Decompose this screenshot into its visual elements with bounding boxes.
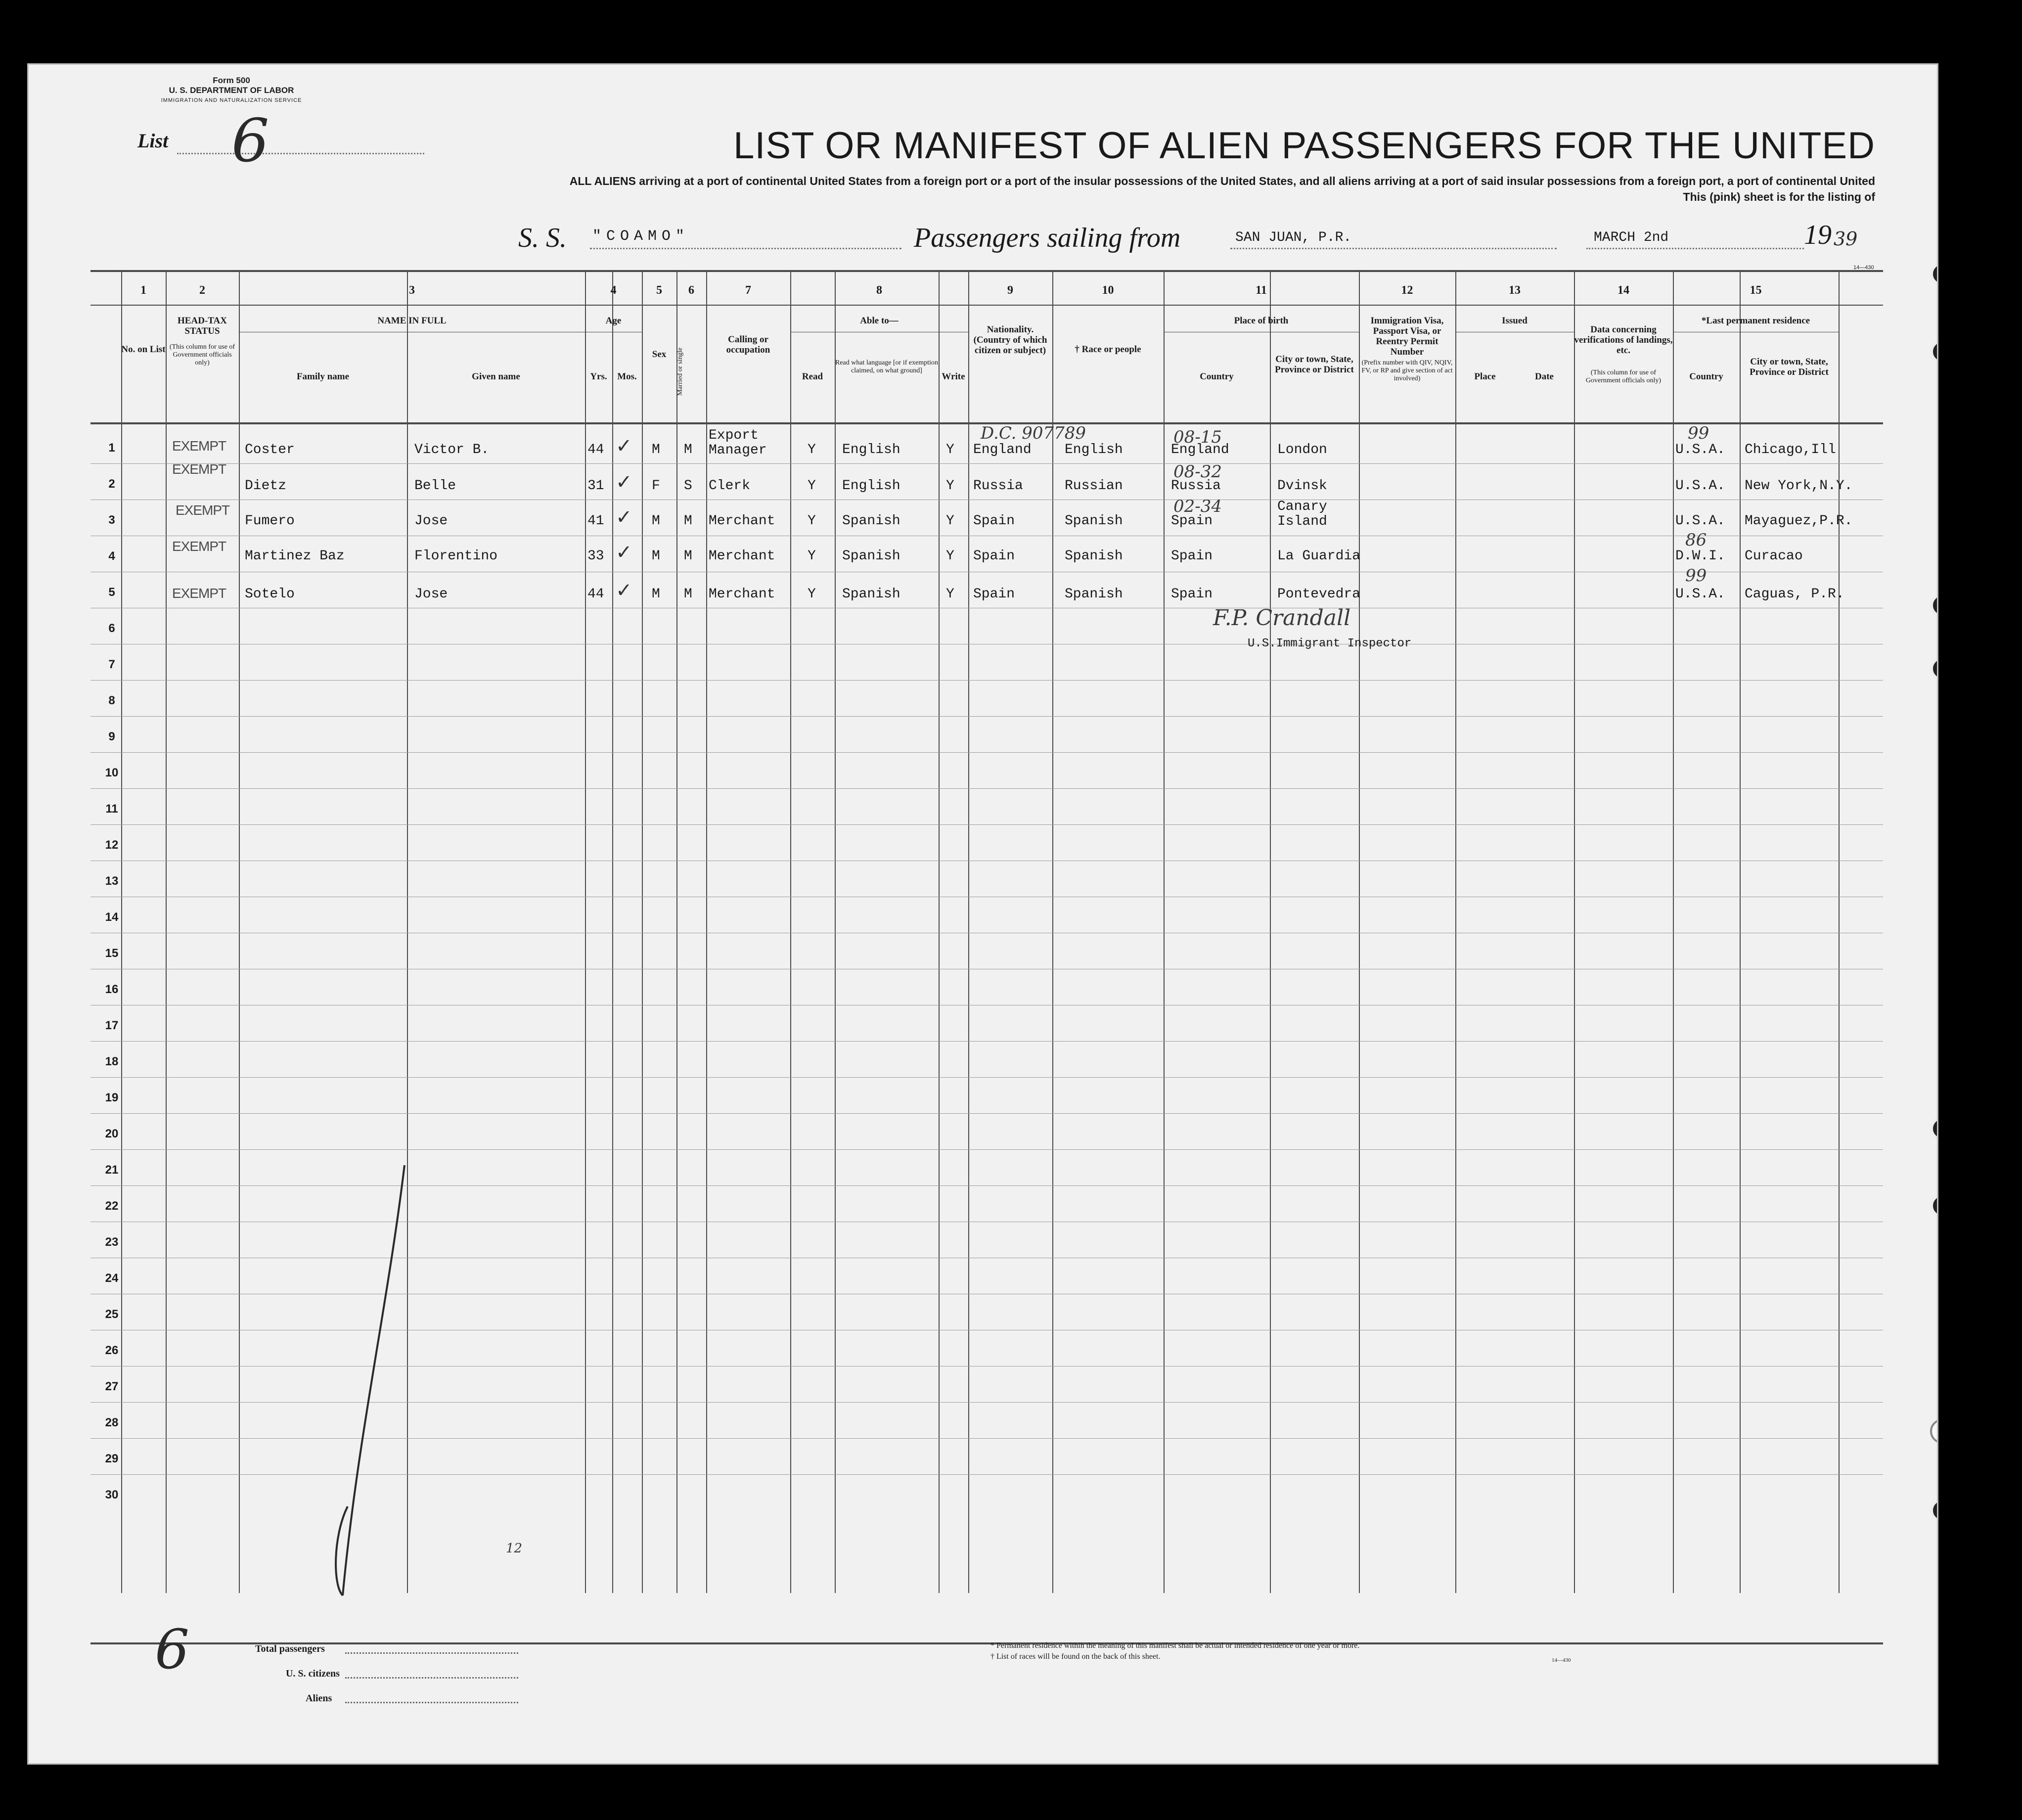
can-write: Y xyxy=(946,548,954,564)
hdr-head-tax-note: (This column for use of Government officials only) xyxy=(169,343,235,366)
row-number: 2 xyxy=(108,477,115,491)
total-passengers-label: Total passengers xyxy=(255,1643,325,1654)
birth-country: Spain xyxy=(1171,513,1213,529)
list-number: 6 xyxy=(231,107,270,176)
hdr-birth-country: Country xyxy=(1200,371,1234,382)
aliens-label: Aliens xyxy=(306,1693,332,1704)
hdr-last-residence: *Last permanent residence xyxy=(1701,316,1810,326)
colnum-6: 6 xyxy=(688,284,694,297)
residence-city: New York,N.Y. xyxy=(1745,478,1853,494)
colnum-11: 11 xyxy=(1256,284,1267,297)
list-underline xyxy=(177,153,424,154)
residence-city: Curacao xyxy=(1745,548,1803,564)
sex: M xyxy=(652,587,660,602)
marital-status: S xyxy=(684,478,692,494)
hdr-res-country: Country xyxy=(1689,371,1723,382)
can-read: Y xyxy=(808,478,816,494)
race: English xyxy=(1065,442,1123,457)
row-number: 24 xyxy=(105,1272,119,1285)
race: Spanish xyxy=(1065,513,1123,529)
handwritten-res-code-5: 99 xyxy=(1685,566,1707,586)
passenger-row xyxy=(90,536,1883,572)
handwritten-birth-code-1: 08-15 xyxy=(1173,427,1222,447)
row-number: 26 xyxy=(105,1344,119,1357)
given-name: Belle xyxy=(414,478,456,494)
birth-city: Canary Island xyxy=(1277,499,1327,529)
sex: M xyxy=(652,548,660,564)
department-name: U. S. DEPARTMENT OF LABOR xyxy=(169,86,294,95)
manifest-subtitle-1: ALL ALIENS arriving at a port of continental United States from a foreign port or a port of the insular possessions of the United States, and all aliens arriving at a port of said insular possessions from a foreign port, a port of continental United xyxy=(569,175,1875,187)
hdr-write: Write xyxy=(942,371,965,382)
age-years: 44 xyxy=(587,587,604,602)
row-number: 13 xyxy=(105,874,119,888)
passenger-row xyxy=(90,572,1883,608)
hdr-head-tax: HEAD-TAX STATUS xyxy=(178,316,227,336)
colnum-14: 14 xyxy=(1618,284,1629,297)
colnum-2: 2 xyxy=(199,284,205,297)
aliens-line xyxy=(345,1702,518,1703)
checkmark-icon: ✓ xyxy=(616,506,632,528)
row-number: 4 xyxy=(108,549,115,563)
column-number-rule xyxy=(90,305,1883,306)
birth-city: Dvinsk xyxy=(1277,478,1327,494)
handwritten-res-code-1: 99 xyxy=(1688,423,1709,443)
age-years: 44 xyxy=(587,442,604,457)
row-number: 25 xyxy=(105,1308,119,1321)
residence-country: U.S.A. xyxy=(1675,587,1725,602)
row-number: 19 xyxy=(105,1091,119,1104)
hdr-verification-note: (This column for use of Government officials only) xyxy=(1585,369,1662,384)
row-number: 12 xyxy=(105,838,119,852)
us-citizens-line xyxy=(345,1677,518,1679)
year-suffix: 39 xyxy=(1834,228,1858,250)
row-number: 21 xyxy=(105,1163,119,1177)
row-rule xyxy=(90,752,1883,753)
family-name: Sotelo xyxy=(245,587,295,602)
head-tax-stamp: EXEMPT xyxy=(172,438,226,454)
birth-country: Spain xyxy=(1171,548,1213,564)
row-number: 5 xyxy=(108,586,115,599)
handwritten-birth-code-3: 02-34 xyxy=(1173,497,1222,516)
row-number: 28 xyxy=(105,1416,119,1429)
hdr-res-city: City or town, State, Province or District xyxy=(1750,357,1829,377)
form-code: 14—430 xyxy=(1853,265,1874,271)
row-number: 16 xyxy=(105,983,119,996)
marital-status: M xyxy=(684,587,692,602)
occupation: Clerk xyxy=(709,478,751,494)
table-top-border xyxy=(90,270,1883,272)
colnum-12: 12 xyxy=(1401,284,1413,297)
race: Spanish xyxy=(1065,548,1123,564)
hdr-family-name: Family name xyxy=(296,371,350,382)
given-name: Florentino xyxy=(414,548,498,564)
can-read: Y xyxy=(808,548,816,564)
nationality: Spain xyxy=(973,513,1015,529)
race: Russian xyxy=(1065,478,1123,494)
row-number: 6 xyxy=(108,622,115,635)
row-number: 7 xyxy=(108,658,115,671)
residence-country: D.W.I. xyxy=(1675,548,1725,564)
residence-country: U.S.A. xyxy=(1675,513,1725,529)
birth-city: Pontevedra xyxy=(1277,587,1361,602)
given-name: Jose xyxy=(414,587,448,602)
footnote-races: † List of races will be found on the back of this sheet. xyxy=(990,1652,1161,1661)
read-language: Spanish xyxy=(842,513,900,529)
occupation: Merchant xyxy=(709,587,775,602)
handwritten-tally-stroke xyxy=(313,1160,422,1605)
can-write: Y xyxy=(946,587,954,602)
read-language: English xyxy=(842,478,900,494)
binder-hole-icon xyxy=(1930,1419,1938,1444)
inspector-signature: F.P. Crandall xyxy=(1213,605,1351,631)
residence-city: Chicago,Ill xyxy=(1745,442,1836,457)
row-number: 17 xyxy=(105,1019,119,1032)
hdr-birth-city: City or town, State, Province or District xyxy=(1275,354,1354,375)
read-language: English xyxy=(842,442,900,457)
colnum-10: 10 xyxy=(1102,284,1114,297)
marital-status: M xyxy=(684,513,692,529)
nationality: Spain xyxy=(973,587,1015,602)
colnum-8: 8 xyxy=(876,284,882,297)
birth-country: England xyxy=(1171,442,1229,457)
hdr-read: Read xyxy=(802,371,823,382)
ship-name: "COAMO" xyxy=(592,228,690,245)
hdr-mos: Mos. xyxy=(617,371,637,382)
row-rule xyxy=(90,1149,1883,1150)
birth-country: Russia xyxy=(1171,478,1221,494)
marital-status: M xyxy=(684,548,692,564)
passenger-row xyxy=(90,500,1883,536)
hdr-place-of-birth: Place of birth xyxy=(1234,316,1289,326)
hdr-calling: Calling or occupation xyxy=(726,334,770,355)
can-write: Y xyxy=(946,442,954,457)
service-name: IMMIGRATION AND NATURALIZATION SERVICE xyxy=(161,97,302,103)
row-number: 1 xyxy=(108,441,115,455)
manifest-title: LIST OR MANIFEST OF ALIEN PASSENGERS FOR THE UNITED xyxy=(733,125,1875,167)
footer-form-code: 14—430 xyxy=(1552,1657,1571,1663)
hdr-married: Married or single xyxy=(676,347,684,396)
row-number: 8 xyxy=(108,694,115,707)
sex: F xyxy=(652,478,660,494)
colnum-5: 5 xyxy=(656,284,662,297)
row-number: 27 xyxy=(105,1380,119,1393)
family-name: Fumero xyxy=(245,513,295,529)
manifest-subtitle-2: This (pink) sheet is for the listing of xyxy=(1683,190,1875,203)
row-number: 18 xyxy=(105,1055,119,1068)
row-rule xyxy=(90,788,1883,789)
handwritten-res-code-4: 86 xyxy=(1685,530,1707,550)
nationality: England xyxy=(973,442,1032,457)
hdr-yrs: Yrs. xyxy=(590,371,607,382)
date-underline xyxy=(1586,248,1804,249)
row-number: 30 xyxy=(105,1488,119,1502)
family-name: Coster xyxy=(245,442,295,457)
family-name: Dietz xyxy=(245,478,287,494)
head-tax-stamp: EXEMPT xyxy=(172,586,226,601)
colnum-13: 13 xyxy=(1509,284,1521,297)
checkmark-icon: ✓ xyxy=(616,435,632,457)
footnote-residence: * Permanent residence within the meaning of this manifest shall be actual or intended residence of one year or more. xyxy=(990,1641,1360,1650)
colnum-1: 1 xyxy=(140,284,146,297)
hdr-issued-date: Date xyxy=(1535,371,1554,382)
race: Spanish xyxy=(1065,587,1123,602)
ship-underline xyxy=(590,248,901,249)
sailing-date: MARCH 2nd xyxy=(1594,230,1669,245)
row-number: 23 xyxy=(105,1235,119,1249)
colnum-9: 9 xyxy=(1007,284,1013,297)
hdr-sex: Sex xyxy=(652,349,667,360)
sailing-label: Passengers sailing from xyxy=(914,223,1181,253)
row-rule xyxy=(90,1041,1883,1042)
footer-handwritten-count: 6 xyxy=(155,1618,189,1681)
occupation: Merchant xyxy=(709,548,775,564)
age-years: 31 xyxy=(587,478,604,494)
ss-label: S. S. xyxy=(518,223,567,253)
handwritten-dc-number: D.C. 907789 xyxy=(981,423,1086,443)
occupation: Merchant xyxy=(709,513,775,529)
given-name: Jose xyxy=(414,513,448,529)
row-number: 22 xyxy=(105,1199,119,1213)
manifest-table xyxy=(90,270,1883,1593)
row-number: 20 xyxy=(105,1127,119,1140)
marital-status: M xyxy=(684,442,692,457)
can-write: Y xyxy=(946,478,954,494)
passenger-row xyxy=(90,463,1883,500)
binder-hole-icon xyxy=(1930,339,1938,364)
head-tax-stamp: EXEMPT xyxy=(172,539,226,554)
age-years: 33 xyxy=(587,548,604,564)
inspector-label: U.S.Immigrant Inspector xyxy=(1248,637,1412,650)
hdr-name-in-full: NAME IN FULL xyxy=(377,316,447,326)
binder-hole-icon xyxy=(1930,656,1938,681)
hdr-visa: Immigration Visa, Passport Visa, or Reentry Permit Number xyxy=(1370,316,1444,357)
row-number: 3 xyxy=(108,513,115,527)
departure-port: SAN JUAN, P.R. xyxy=(1235,230,1352,245)
checkmark-icon: ✓ xyxy=(616,579,632,601)
nationality: Spain xyxy=(973,548,1015,564)
birth-country: Spain xyxy=(1171,587,1213,602)
sex: M xyxy=(652,442,660,457)
total-passengers-line xyxy=(345,1652,518,1654)
row-rule xyxy=(90,1113,1883,1114)
hdr-visa-note: (Prefix number with QIV, NQIV, FV, or RP and give section of act involved) xyxy=(1361,359,1453,382)
can-read: Y xyxy=(808,513,816,529)
checkmark-icon: ✓ xyxy=(616,541,632,563)
row-rule xyxy=(90,824,1883,825)
table-bottom-rule xyxy=(90,1642,1883,1644)
list-label: List xyxy=(137,130,169,152)
birth-city: La Guardia xyxy=(1277,548,1361,564)
colnum-4: 4 xyxy=(610,284,617,297)
colnum-3: 3 xyxy=(409,284,415,297)
age-years: 41 xyxy=(587,513,604,529)
hdr-nationality: Nationality. (Country of which citizen or subject) xyxy=(973,324,1047,356)
binder-hole-icon xyxy=(1930,262,1938,286)
can-read: Y xyxy=(808,442,816,457)
family-name: Martinez Baz xyxy=(245,548,345,564)
binder-hole-icon xyxy=(1930,1498,1938,1523)
row-number: 11 xyxy=(105,802,118,816)
colnum-7: 7 xyxy=(745,284,751,297)
manifest-sheet xyxy=(27,63,1938,1765)
occupation: Export Manager xyxy=(709,428,767,458)
colnum-15: 15 xyxy=(1750,284,1762,297)
hdr-no-on-list: No. on List xyxy=(121,344,166,355)
given-name: Victor B. xyxy=(414,442,490,457)
residence-country: U.S.A. xyxy=(1675,478,1725,494)
hdr-age: Age xyxy=(605,316,622,326)
row-number: 14 xyxy=(105,910,119,924)
row-rule xyxy=(90,1077,1883,1078)
checkmark-icon: ✓ xyxy=(616,471,632,493)
us-citizens-label: U. S. citizens xyxy=(286,1668,340,1679)
row-number: 10 xyxy=(105,766,119,779)
hdr-issued: Issued xyxy=(1502,316,1528,326)
hdr-able-to: Able to— xyxy=(860,316,899,326)
hdr-race: † Race or people xyxy=(1075,344,1141,355)
can-write: Y xyxy=(946,513,954,529)
hdr-verification: Data concerning verifications of landings, etc. xyxy=(1574,324,1673,356)
residence-city: Caguas, P.R. xyxy=(1745,587,1844,602)
row-number: 15 xyxy=(105,947,119,960)
form-number: Form 500 xyxy=(213,76,250,85)
binder-hole-icon xyxy=(1930,1193,1938,1218)
handwritten-birth-code-2: 08-32 xyxy=(1173,462,1222,482)
head-tax-stamp: EXEMPT xyxy=(172,461,226,477)
read-language: Spanish xyxy=(842,587,900,602)
form-identifier xyxy=(157,76,306,105)
read-language: Spanish xyxy=(842,548,900,564)
hdr-read-language: Read what language [or if exemption claimed, on what ground] xyxy=(835,359,938,374)
residence-city: Mayaguez,P.R. xyxy=(1745,513,1853,529)
row-rule xyxy=(90,716,1883,717)
margin-number: 12 xyxy=(506,1541,523,1556)
binder-hole-icon xyxy=(1930,593,1938,618)
row-number: 9 xyxy=(108,730,115,743)
sex: M xyxy=(652,513,660,529)
row-number: 29 xyxy=(105,1452,119,1465)
head-tax-stamp: EXEMPT xyxy=(176,502,230,518)
year-prefix: 19 xyxy=(1804,220,1832,250)
row-rule xyxy=(90,680,1883,681)
birth-city: London xyxy=(1277,442,1327,457)
hdr-given-name: Given name xyxy=(472,371,520,382)
nationality: Russia xyxy=(973,478,1023,494)
residence-country: U.S.A. xyxy=(1675,442,1725,457)
port-underline xyxy=(1230,248,1557,249)
hdr-issued-place: Place xyxy=(1474,371,1496,382)
can-read: Y xyxy=(808,587,816,602)
binder-hole-icon xyxy=(1930,1116,1938,1141)
